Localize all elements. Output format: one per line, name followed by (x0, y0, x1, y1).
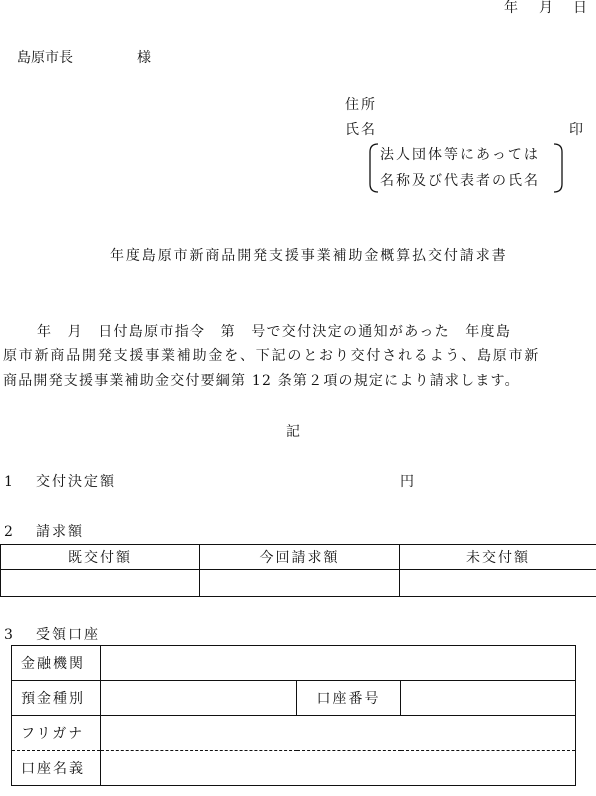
section1-label: 交付決定額 (36, 474, 116, 490)
body-line-1: 年 月 日付島原市指令 第 号で交付決定の通知があった 年度島 (37, 324, 512, 340)
value-already-paid[interactable] (1, 570, 200, 597)
address-label: 住所 (345, 97, 377, 113)
value-unpaid[interactable] (400, 570, 596, 597)
section1-unit: 円 (400, 474, 414, 490)
account-number-value[interactable] (401, 681, 576, 716)
bank-label: 金融機関 (12, 646, 101, 681)
seal-mark: 印 (569, 122, 583, 138)
body-line-2: 原市新商品開発支援事業補助金を、下記のとおり交付されるよう、島原市新 (3, 348, 541, 364)
date-year: 年 (504, 0, 518, 16)
header-unpaid: 未交付額 (400, 545, 596, 570)
claim-amount-table (0, 544, 596, 597)
account-name-value[interactable] (101, 751, 576, 786)
deposit-type-value[interactable] (101, 681, 297, 716)
furigana-label: フリガナ (12, 716, 101, 751)
furigana-row (12, 716, 576, 751)
representative-note (366, 142, 566, 194)
addressee-honorific: 様 (137, 50, 151, 66)
deposit-type-label: 預金種別 (12, 681, 101, 716)
account-name-label: 口座名義 (12, 751, 101, 786)
header-current-claim: 今回請求額 (200, 545, 400, 570)
value-current-claim[interactable] (200, 570, 400, 597)
claim-header-row (1, 545, 596, 570)
furigana-value[interactable] (101, 716, 576, 751)
section2-label: 請求額 (36, 524, 84, 540)
bank-value[interactable] (101, 646, 576, 681)
account-number-label: 口座番号 (297, 681, 401, 716)
document-title: 年度島原市新商品開発支援事業補助金概算払交付請求書 (110, 248, 508, 264)
addressee-title: 島原市長 (17, 50, 73, 66)
date-month: 月 (539, 0, 553, 16)
deposit-row (12, 681, 576, 716)
note-line-1: 法人団体等にあっては (380, 147, 540, 163)
body-line-3: 商品開発支援事業補助金交付要綱第 12 条第２項の規定により請求します。 (3, 373, 520, 389)
account-name-row (12, 751, 576, 786)
section2-number: 2 (4, 524, 13, 540)
note-line-2: 名称及び代表者の氏名 (380, 173, 540, 189)
section3-label: 受領口座 (36, 627, 100, 643)
name-label: 氏名 (345, 122, 377, 138)
section1-number: 1 (4, 474, 13, 490)
receiving-account-table (11, 645, 576, 786)
claim-value-row (1, 570, 596, 597)
bank-row (12, 646, 576, 681)
section3-number: 3 (4, 627, 13, 643)
date-day: 日 (573, 0, 587, 16)
header-already-paid: 既交付額 (1, 545, 200, 570)
ki-mark: 記 (286, 424, 300, 440)
